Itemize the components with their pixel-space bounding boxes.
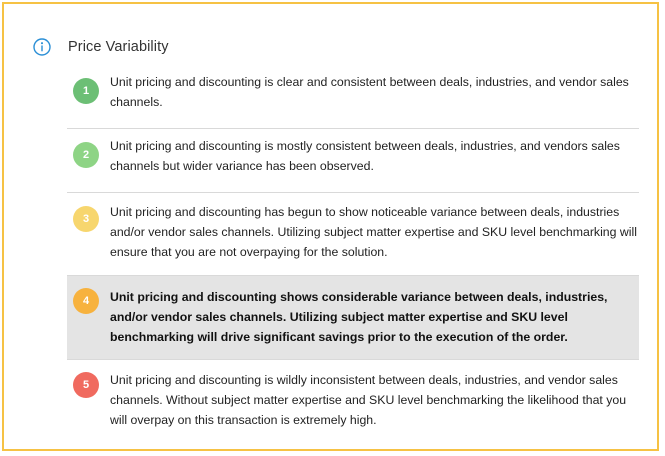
level-5-badge: 5 — [73, 372, 99, 398]
level-3-description: Unit pricing and discounting has begun to show noticeable variance between deals, industries and/or vendor sales channels. Utilizing subject matter expertise and SKU level benchmarking will ensure that you are not overpaying for the solution. — [110, 205, 637, 259]
price-variability-panel — [2, 2, 659, 451]
level-3-badge: 3 — [73, 206, 99, 232]
panel-header — [33, 38, 169, 56]
level-1-description: Unit pricing and discounting is clear and consistent between deals, industries, and vendor sales channels. — [110, 75, 629, 109]
panel-title: Price Variability — [68, 39, 169, 55]
level-4-badge: 4 — [73, 288, 99, 314]
level-2-description: Unit pricing and discounting is mostly consistent between deals, industries, and vendors sales channels but wider variance has been observed. — [110, 139, 620, 173]
level-row-2[interactable] — [67, 129, 639, 193]
level-row-1[interactable] — [67, 66, 639, 129]
level-2-badge: 2 — [73, 142, 99, 168]
level-row-4[interactable] — [67, 276, 639, 360]
level-row-5[interactable] — [67, 360, 639, 440]
level-1-badge: 1 — [73, 78, 99, 104]
level-4-description: Unit pricing and discounting shows considerable variance between deals, industries, and/or vendor sales channels. Utilizing subject matter expertise and SKU level benchmarking will drive significant savings prior to the execution of the order. — [110, 290, 608, 344]
level-list — [67, 66, 639, 440]
info-icon[interactable] — [33, 38, 51, 56]
level-row-3[interactable] — [67, 193, 639, 276]
level-5-description: Unit pricing and discounting is wildly inconsistent between deals, industries, and vendor sales channels. Without subject matter expertise and SKU level benchmarking the likelihood that you will overpay on this transaction is extremely high. — [110, 373, 627, 427]
